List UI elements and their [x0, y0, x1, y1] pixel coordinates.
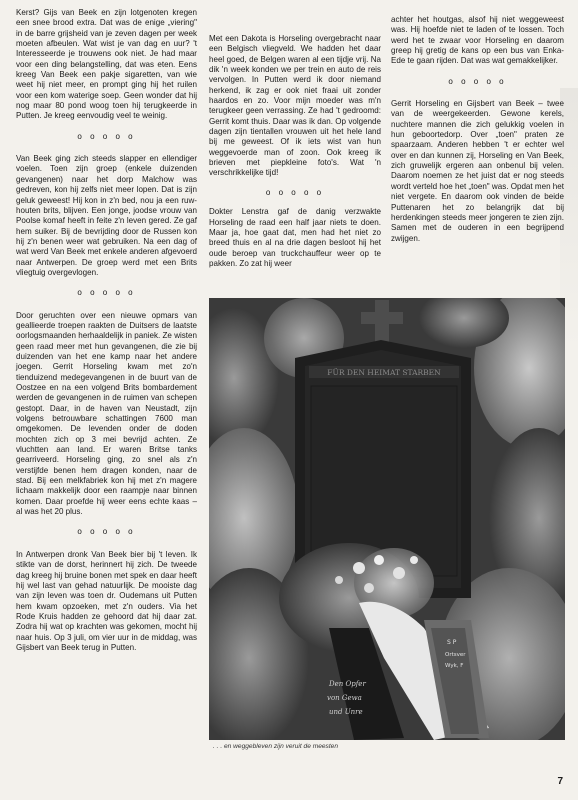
paragraph: Van Beek ging zich steeds slapper en ellendiger voelen. Toen zijn groep (enkele duizenden gevangenen) naar het dorp Malchow was gedreven, kon hij zelfs niet meer lopen. Dat is zijn geluk geweest! Hij kon in z'n bed, nou ja een ruw-houten brits, blijven. Een jonge, joodse vrouw van Poolse komaf heeft in feite z'n leven gered. Ze gaf hem suiker. Bij de bevrijding door de Russen kon hij z'n benen weer wat gebruiken. Na een dag of wat werd Van Beek met enkele anderen afgevoerd naar Antwerpen. De groep werd met een Brits vliegtuig overgevlogen. — [16, 154, 197, 277]
paragraph: Dokter Lenstra gaf de danig verzwakte Horseling de raad een half jaar niets te doen. Maar ja, hoe gaat dat, men had het niet zo breed thuis en al na drie dagen besloot hij het oude beroep van truckchauffeur weer op te pakken. Zo zat hij weer — [209, 207, 381, 268]
article-column-2 — [209, 34, 381, 269]
section-separator: o o o o o — [448, 76, 507, 86]
paragraph: Gerrit Horseling en Gijsbert van Beek – twee van de weergekeerden. Gewone kerels, nuchtere mannen die zich gelukkig voelen in hun geboortedorp. Over „toen" praten ze spaarzaam. Anderen hebben 't er echter wel over en dan kunnen zij, Horseling en Van Beek, zich gruwelijk ergeren aan onbenul bij velen. Daarom noemen ze het juist dat er nog steeds wordt verteld hoe het „toen" was. Opdat men het niet vergete. En daarom ook vinden de beide Puttenaren het zo belangrijk dat bij herdenkingen steeds meer jongeren te zien zijn. Samen met de ouderen in een begrijpend zwijgen. — [391, 99, 564, 243]
paragraph: Door geruchten over een nieuwe opmars van geallieerde troepen raakten de Duitsers de laatste oorlogsmaanden herhaaldelijk in paniek. Ze wisten geen raad meer met hun gevangenen, die zie bij duizenden van het ene kamp naar het andere joegen. Gerrit Horseling kwam met zo'n tienduizend medegevangenen in de buurt van de Oostzee en na een volgend Brits bombardement werden de gevangenen in de ruimen van schepen gestopt. Daar, in de haven van Neustadt, zijn volgens betrouwbare schattingen 7600 man omgekomen. De levenden onder de doden mochten zich op 3 mei bevrijd achten. Ze vluchtten aan land. Er waren Britse tanks gearriveerd. Horseling ging, zo snel als z'n verstijfde benen hem dragen konden, naar de stad. Bij een melkfabriek kon hij met z'n magere lichaam makkelijk door een raampje naar binnen komen. Daar proefde hij weer eens echte kaas – al was het 20 plus. — [16, 310, 197, 517]
section-separator: o o o o o — [77, 131, 136, 141]
section-separator: o o o o o — [77, 527, 136, 537]
section-separator: o o o o o — [265, 187, 325, 197]
section-separator: o o o o o — [77, 288, 136, 298]
paragraph: Met een Dakota is Horseling overgebracht naar een Belgisch vliegveld. We hadden het daar heel goed, de Belgen waren al een tijdje vrij. Na dik 'n week konden we per trein en auto de reis vervolgen. In Putten werd ik door niemand herkend, ik zag er ook niet fraai uit zonder haardos en zo. Voor mijn moeder was m'n terugkeer geen verrassing. Ze had 't gedroomd: Gerrit komt thuis. Daar was ik dan. Op volgende dagen zijn tientallen vrouwen uit het hele land bij me geweest. Of ik iets wist van hun weggevoerde man of zoon. Ook kreeg ik brieven met piepkleine foto's. Wat 'n verschrikkelijke tijd! — [209, 34, 381, 178]
ribbon-text: Ortsver — [445, 652, 466, 658]
paragraph: In Antwerpen dronk Van Beek bier bij 't leven. Ik stikte van de dorst, herinnert hij zich. De tweede dag kreeg hij bruine bonen met spek en daar heeft hij wel last van gehad natuurlijk. De mooiste dag van zijn leven was toen dr. Oudemans uit Putten hem kwam opzoeken, met z'n ouders. Via het Rode Kruis hadden ze gehoord dat hij daar zat. Zodra hij wat op krachten was gekomen, mocht hij naar huis. Op 3 juli, om vier uur in de middag, was Gijsbert van Beek terug in Putten. — [16, 549, 197, 652]
plaque-heading: FÜR DEN HEIMAT STARBEN — [327, 368, 441, 377]
ribbon-text: Wyk, F — [445, 663, 464, 669]
page-number: 7 — [557, 776, 563, 787]
ribbon-text: von Gewa — [327, 694, 362, 702]
ribbon-text: und Unre — [329, 708, 363, 716]
article-column-1 — [16, 8, 197, 653]
paragraph: Kerst? Gijs van Beek en zijn lotgenoten kregen een snee brood extra. Dat was de enige „viering" in de barre grijsheid van je zeven dagen per week moeten afbeulen. Wat wist je van dag en uur? 't Interesseerde je trouwens ook niet. Je had maar voor een ding belangstelling, dat was eten. Eens kreeg Van Beek een pakje sigaretten, van wie weet hij niet meer, en prompt ging hij het ruilen voor een kom waterige soep. Geen wonder dat hij nog maar 80 pond woog toen hij terugkeerde in Putten. Je kreeg eenvoudig veel te weinig. — [16, 8, 197, 121]
photo-caption: . . . en weggebleven zijn veruit de meesten — [213, 743, 338, 750]
ribbon-text: S P — [447, 639, 457, 646]
memorial-photo — [209, 298, 565, 740]
article-column-3 — [391, 15, 564, 244]
ribbon-text: Den Opfer — [329, 680, 366, 688]
paragraph: achter het houtgas, alsof hij niet weggeweest was. Hij hoefde niet te laden of te lossen. Toch werd het te zwaar voor Horseling en daarom greep hij gretig de kans op een bus van Enka-Ede te gaan rijden. Dat was wat gemakkelijker. — [391, 15, 564, 66]
